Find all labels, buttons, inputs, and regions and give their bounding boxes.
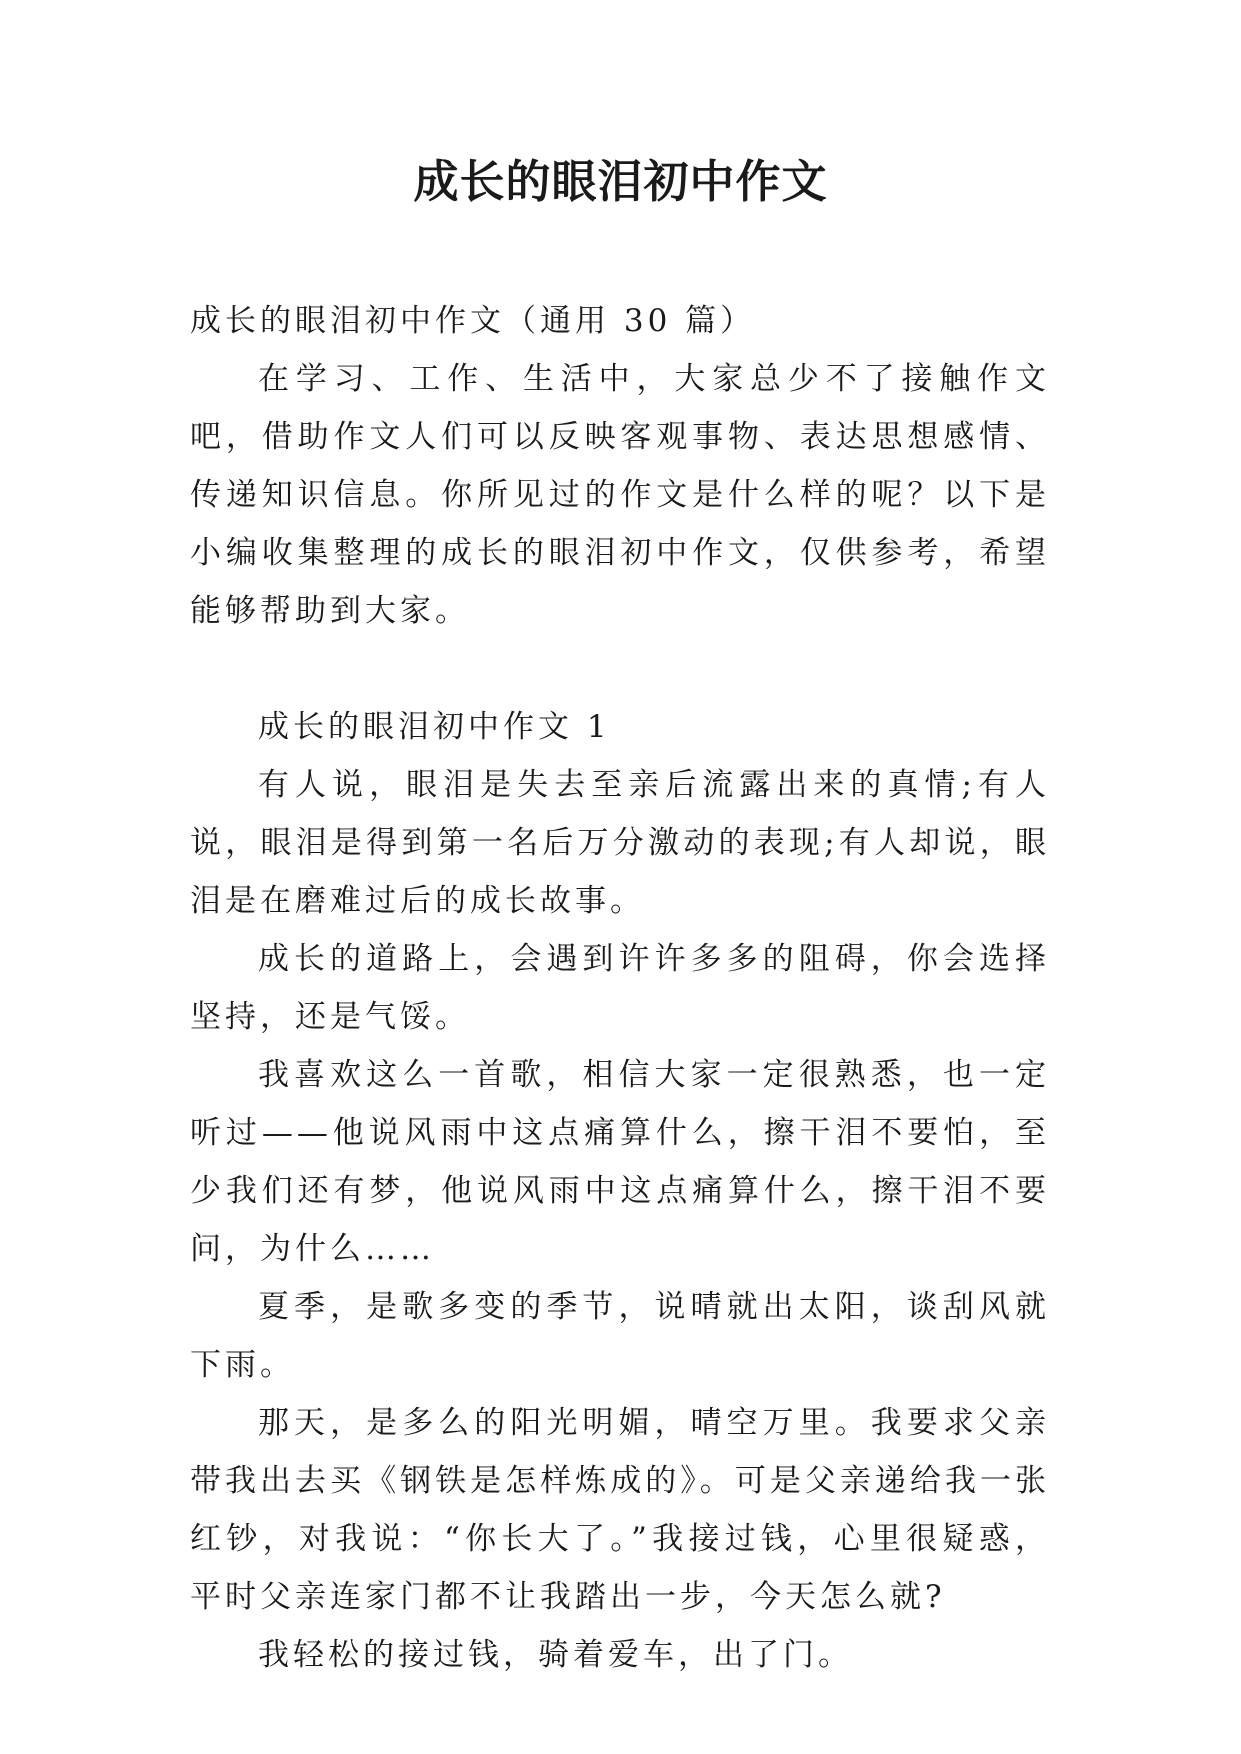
section-heading: 成长的眼泪初中作文 1 bbox=[258, 709, 611, 745]
body-paragraph: 成长的道路上，会遇到许许多多的阻碍，你会选择坚持，还是气馁。 bbox=[190, 941, 1050, 1035]
body-paragraph: 夏季，是歌多变的季节，说晴就出太阳，谈刮风就下雨。 bbox=[190, 1289, 1050, 1383]
document-subtitle: 成长的眼泪初中作文（通用 30 篇） bbox=[190, 303, 756, 339]
intro-paragraph: 在学习、工作、生活中，大家总少不了接触作文吧，借助作文人们可以反映客观事物、表达思想感情、传递知识信息。你所见过的作文是什么样的呢？以下是小编收集整理的成长的眼泪初中作文，仅供参考，希望能够帮助到大家。 bbox=[190, 361, 1050, 629]
body-paragraph: 我喜欢这么一首歌，相信大家一定很熟悉，也一定听过——他说风雨中这点痛算什么，擦干泪不要怕，至少我们还有梦，他说风雨中这点痛算什么，擦干泪不要问，为什么…… bbox=[190, 1057, 1050, 1267]
body-paragraph: 那天，是多么的阳光明媚，晴空万里。我要求父亲带我出去买《钢铁是怎样炼成的》。可是父亲递给我一张红钞，对我说：“你长大了。”我接过钱，心里很疑惑，平时父亲连家门都不让我踏出一步，今天怎么就? bbox=[190, 1405, 1050, 1615]
page-title: 成长的眼泪初中作文 bbox=[413, 155, 828, 208]
body-paragraph: 有人说，眼泪是失去至亲后流露出来的真情;有人说，眼泪是得到第一名后万分激动的表现;有人却说，眼泪是在磨难过后的成长故事。 bbox=[190, 767, 1050, 919]
body-paragraph: 我轻松的接过钱，骑着爱车，出了门。 bbox=[258, 1637, 853, 1673]
document-body bbox=[190, 292, 1050, 1684]
